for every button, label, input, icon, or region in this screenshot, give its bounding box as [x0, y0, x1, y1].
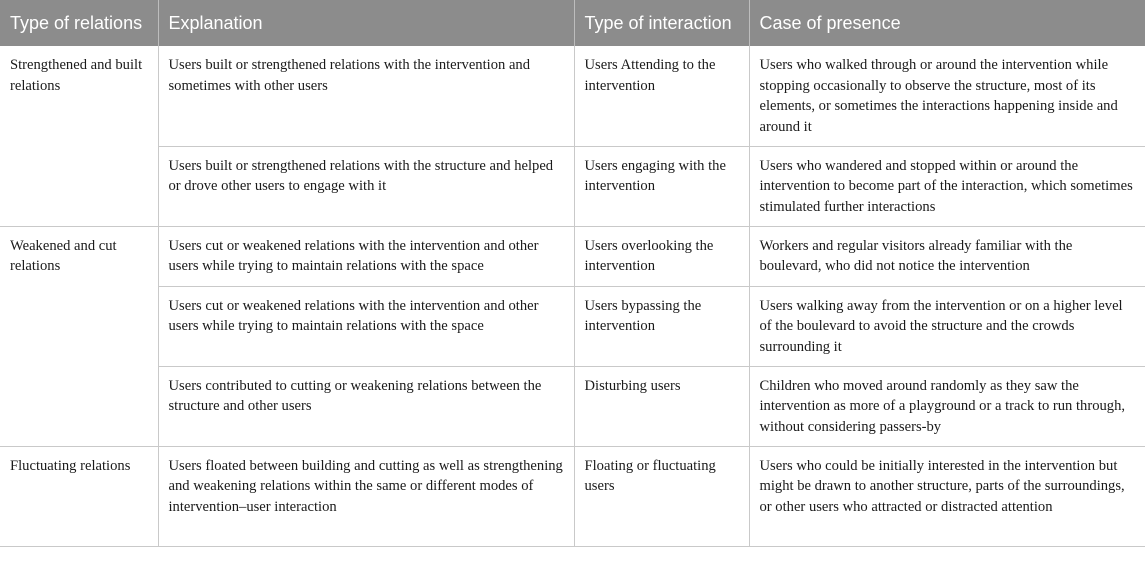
relation-type-cell: Strengthened and built relations: [0, 46, 158, 226]
header-explanation: Explanation: [158, 0, 574, 46]
interaction-cell: Users bypassing the intervention: [574, 286, 749, 366]
table-row: [0, 226, 1145, 286]
relation-type-cell: Weakened and cut relations: [0, 226, 158, 446]
presence-cell: Workers and regular visitors already familiar with the boulevard, who did not notice the intervention: [749, 226, 1145, 286]
explanation-cell: Users cut or weakened relations with the intervention and other users while trying to maintain relations with the space: [158, 226, 574, 286]
header-type-of-relations: Type of relations: [0, 0, 158, 46]
interaction-cell: Floating or fluctuating users: [574, 446, 749, 546]
table-body: [0, 46, 1145, 546]
explanation-cell: Users built or strengthened relations with the intervention and sometimes with other users: [158, 46, 574, 146]
table-row: [0, 286, 1145, 366]
table-row: [0, 46, 1145, 146]
presence-cell: Children who moved around randomly as they saw the intervention as more of a playground or a track to run through, without considering passers-by: [749, 366, 1145, 446]
table-row: [0, 366, 1145, 446]
relation-type-cell: Fluctuating relations: [0, 446, 158, 546]
header-case-of-presence: Case of presence: [749, 0, 1145, 46]
presence-cell: Users walking away from the intervention or on a higher level of the boulevard to avoid the structure and the crowds surrounding it: [749, 286, 1145, 366]
header-type-of-interaction: Type of interaction: [574, 0, 749, 46]
interaction-cell: Users overlooking the intervention: [574, 226, 749, 286]
explanation-cell: Users built or strengthened relations with the structure and helped or drove other users to engage with it: [158, 146, 574, 226]
interaction-cell: Users engaging with the intervention: [574, 146, 749, 226]
explanation-cell: Users contributed to cutting or weakening relations between the structure and other users: [158, 366, 574, 446]
interaction-cell: Users Attending to the intervention: [574, 46, 749, 146]
header-row: [0, 0, 1145, 46]
presence-cell: Users who walked through or around the intervention while stopping occasionally to observe the structure, most of its elements, or sometimes the interactions happening inside and around it: [749, 46, 1145, 146]
presence-cell: Users who could be initially interested in the intervention but might be drawn to another structure, parts of the surroundings, or other users who attracted or distracted attention: [749, 446, 1145, 546]
explanation-cell: Users cut or weakened relations with the intervention and other users while trying to maintain relations with the space: [158, 286, 574, 366]
interaction-cell: Disturbing users: [574, 366, 749, 446]
table-header: [0, 0, 1145, 46]
table-row: [0, 446, 1145, 546]
presence-cell: Users who wandered and stopped within or around the intervention to become part of the interaction, which sometimes stimulated further interactions: [749, 146, 1145, 226]
explanation-cell: Users floated between building and cutting as well as strengthening and weakening relations within the same or different modes of intervention–user interaction: [158, 446, 574, 546]
table-row: [0, 146, 1145, 226]
